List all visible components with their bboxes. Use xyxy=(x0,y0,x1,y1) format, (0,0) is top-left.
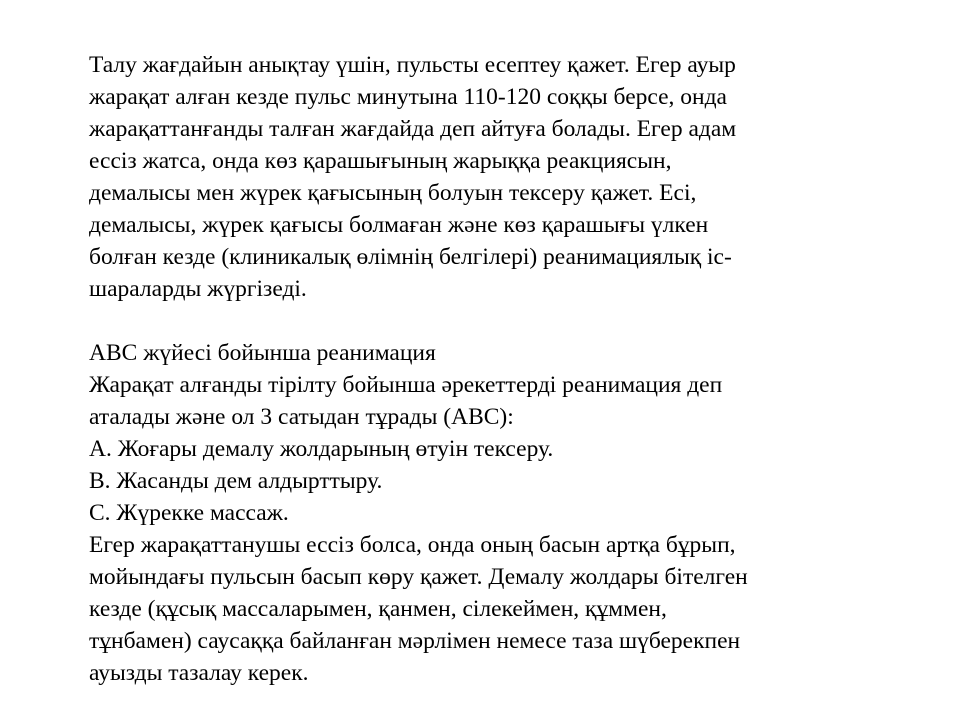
text-line: Егер жарақаттанушы ессіз болса, онда оның басын артқа бұрып, xyxy=(89,532,736,558)
text-line: тұнбамен) саусаққа байланған мәрлімен немесе таза шүберекпен xyxy=(89,628,741,654)
list-item-c: С. Жүрекке массаж. xyxy=(89,500,289,526)
slide-text xyxy=(89,49,889,689)
text-line: демалысы, жүрек қағысы болмаған және көз қарашығы үлкен xyxy=(89,212,709,238)
text-line: болған кезде (клиникалық өлімнің белгілері) реанимациялық іс- xyxy=(89,244,732,270)
text-line: демалысы мен жүрек қағысының болуын тексеру қажет. Есі, xyxy=(89,180,697,206)
paragraph-gap xyxy=(89,305,889,337)
text-line: Жарақат алғанды тірілту бойынша әрекеттерді реанимация деп xyxy=(89,372,723,398)
list-item-b: В. Жасанды дем алдырттыру. xyxy=(89,468,383,494)
text-line: кезде (құсық массаларымен, қанмен, сілекеймен, құммен, xyxy=(89,596,667,622)
text-line: ауызды тазалау керек. xyxy=(89,660,309,686)
text-line: жарақат алған кезде пульс минутына 110-120 соққы берсе, онда xyxy=(89,84,727,110)
text-line: жарақаттанғанды талған жағдайда деп айтуға болады. Егер адам xyxy=(89,116,737,142)
section-heading: АВС жүйесі бойынша реанимация xyxy=(89,340,436,366)
text-line: ессіз жатса, онда көз қарашығының жарыққа реакциясын, xyxy=(89,148,672,174)
text-line: Талу жағдайын анықтау үшін, пульсты есептеу қажет. Егер ауыр xyxy=(89,52,736,78)
list-item-a: А. Жоғары демалу жолдарының өтуін тексеру. xyxy=(89,436,554,462)
text-line: аталады және ол 3 сатыдан тұрады (АВС): xyxy=(89,404,514,430)
text-line: мойындағы пульсын басып көру қажет. Демалу жолдары бітелген xyxy=(89,564,748,590)
text-line: шараларды жүргізеді. xyxy=(89,276,307,302)
